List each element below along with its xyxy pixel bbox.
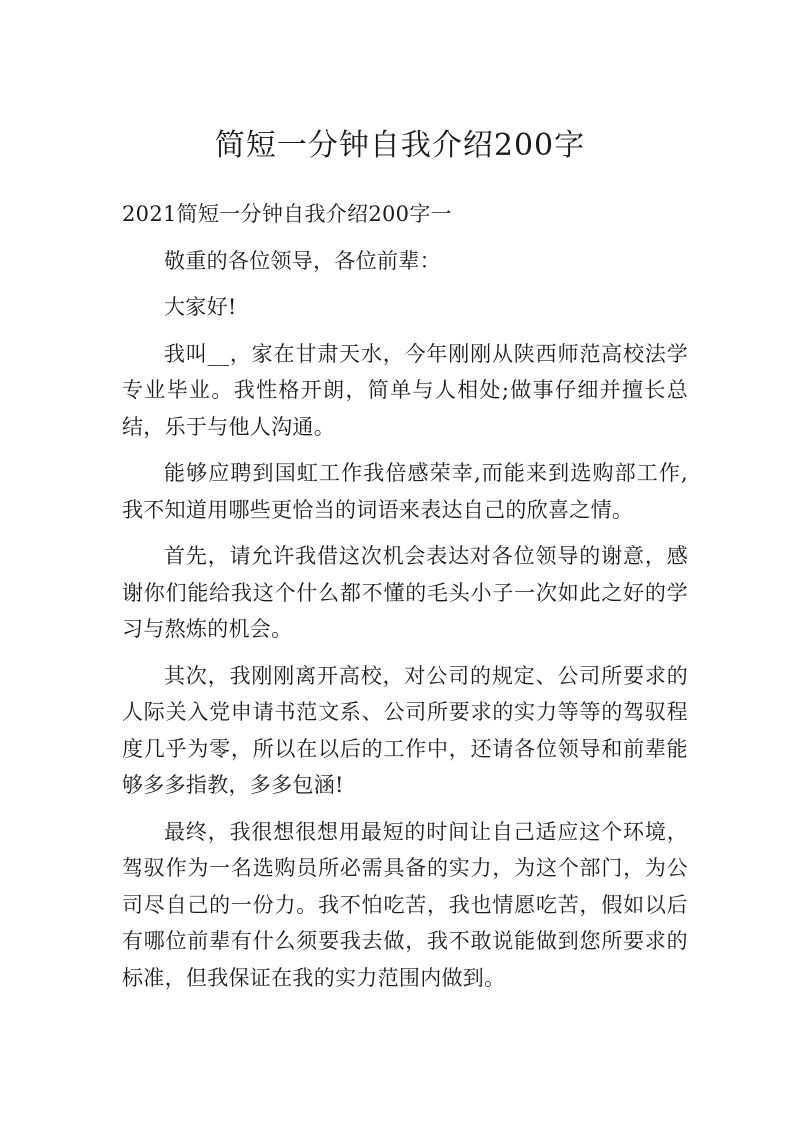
document-body: [122, 196, 688, 996]
paragraph-greeting: 敬重的各位领导，各位前辈：: [164, 248, 441, 273]
paragraph-hello: 大家好!: [164, 295, 237, 319]
paragraph-request: 其次，我刚刚离开高校，对公司的规定、公司所要求的人际关入党申请书范文系、公司所要求的实力等等的驾驭程度几乎为零，所以在以后的工作中，还请各位领导和前辈能够多多指教，多多包涵!: [122, 663, 688, 797]
paragraph-honor: 能够应聘到国虹工作我倍感荣幸,而能来到选购部工作,我不知道用哪些更恰当的词语来表达自己的欣喜之情。: [122, 461, 688, 522]
document-title: 简短一分钟自我介绍200字: [214, 128, 586, 163]
paragraph-intro: 我叫__，家在甘肃天水，今年刚刚从陕西师范高校法学专业毕业。我性格开朗，简单与人相处;做事仔细并擅长总结，乐于与他人沟通。: [122, 341, 688, 439]
paragraph-thanks: 首先，请允许我借这次机会表达对各位领导的谢意，感谢你们能给我这个什么都不懂的毛头小子一次如此之好的学习与熬炼的机会。: [122, 544, 688, 641]
paragraph-closing: 最终，我很想很想用最短的时间让自己适应这个环境，驾驭作为一名选购员所必需具备的实力，为这个部门，为公司尽自己的一份力。我不怕吃苦，我也情愿吃苦，假如以后有哪位前辈有什么须要我去做，我不敢说能做到您所要求的标准，但我保证在我的实力范围内做到。: [122, 819, 688, 990]
document-subtitle: 2021简短一分钟自我介绍200字一: [122, 202, 452, 226]
